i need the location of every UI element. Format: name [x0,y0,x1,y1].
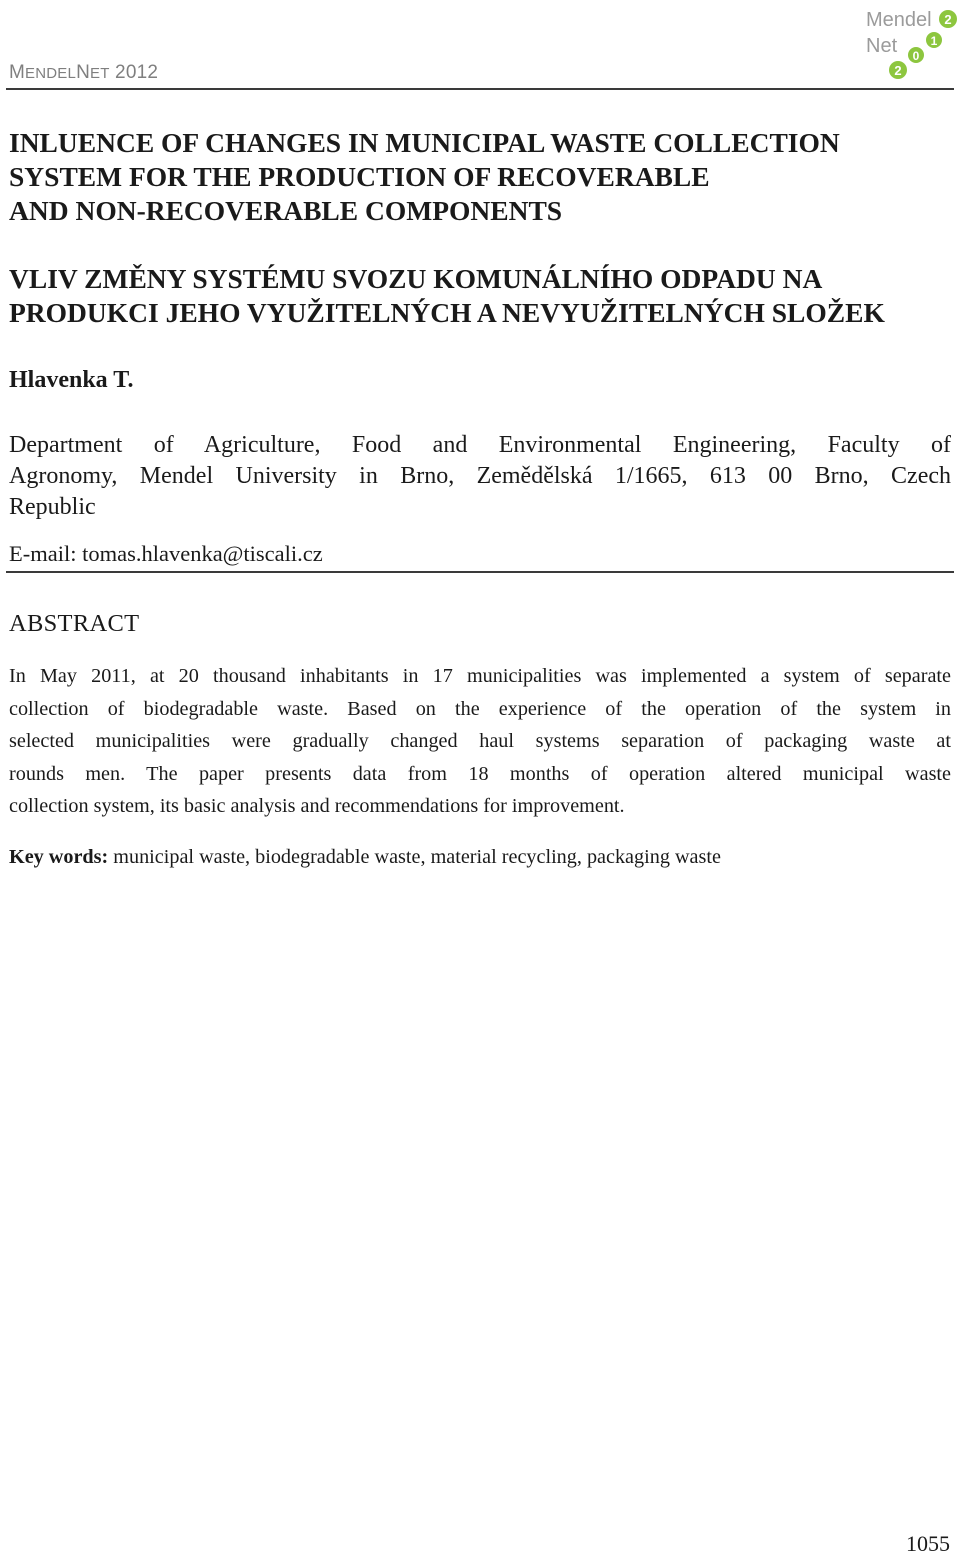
paper-title-czech [9,262,949,330]
title-en-line: INLUENCE OF CHANGES IN MUNICIPAL WASTE COLLECTION [9,127,840,158]
logo-word-mendel: Mendel [866,9,932,31]
abstract-line: rounds men. The paper presents data from 18 months of operation altered municipal waste [9,762,951,785]
paper-title-english [9,126,949,228]
logo-digit-2: 1 [930,34,938,48]
title-cz-line: VLIV ZMĚNY SYSTÉMU SVOZU KOMUNÁLNÍHO ODPADU NA [9,263,823,294]
affiliation-line: Department of Agriculture, Food and Environmental Engineering, Faculty of [9,432,951,458]
logo-digit-3: 0 [912,49,920,63]
abstract-line: selected municipalities were gradually changed haul systems separation of packaging waste at [9,730,951,752]
logo-word-net: Net [866,35,898,57]
journal-year: 2012 [115,62,159,83]
affiliation-line: Agronomy, Mendel University in Brno, Zemědělská 1/1665, 613 00 Brno, Czech [9,463,951,489]
page-number: 1055 [906,1531,950,1556]
keywords [9,841,951,873]
title-en-line: SYSTEM FOR THE PRODUCTION OF RECOVERABLE [9,161,710,192]
logo-digit-1: 2 [944,12,952,27]
abstract-line: collection system, its basic analysis and recommendations for improvement. [9,795,625,817]
journal-first-rest: ENDEL [25,65,77,82]
title-en-line: AND NON-RECOVERABLE COMPONENTS [9,195,563,226]
keywords-text: municipal waste, biodegradable waste, material recycling, packaging waste [108,846,721,868]
journal-first-letter: M [9,62,26,83]
header-divider [6,88,954,90]
abstract-body [9,660,951,823]
logo-digit-4: 2 [894,63,902,78]
affiliation-line: Republic [9,494,96,520]
email-divider [6,571,954,573]
abstract-line: In May 2011, at 20 thousand inhabitants in 17 municipalities was implemented a system of separate [9,665,951,687]
abstract-heading: ABSTRACT [9,610,140,637]
journal-second-rest: ET [89,65,110,82]
title-cz-line: PRODUKCI JEHO VYUŽITELNÝCH A NEVYUŽITELNÝCH SLOŽEK [9,297,885,328]
journal-second-letter: N [76,62,90,83]
abstract-line: collection of biodegradable waste. Based on the experience of the operation of the system in [9,697,951,720]
author-name: Hlavenka T. [9,367,134,393]
running-header [9,62,158,84]
author-affiliation [9,430,951,523]
author-email: E-mail: tomas.hlavenka@tiscali.cz [9,541,323,566]
keywords-label: Key words: [9,846,109,868]
mendelnet-logo [864,4,960,84]
